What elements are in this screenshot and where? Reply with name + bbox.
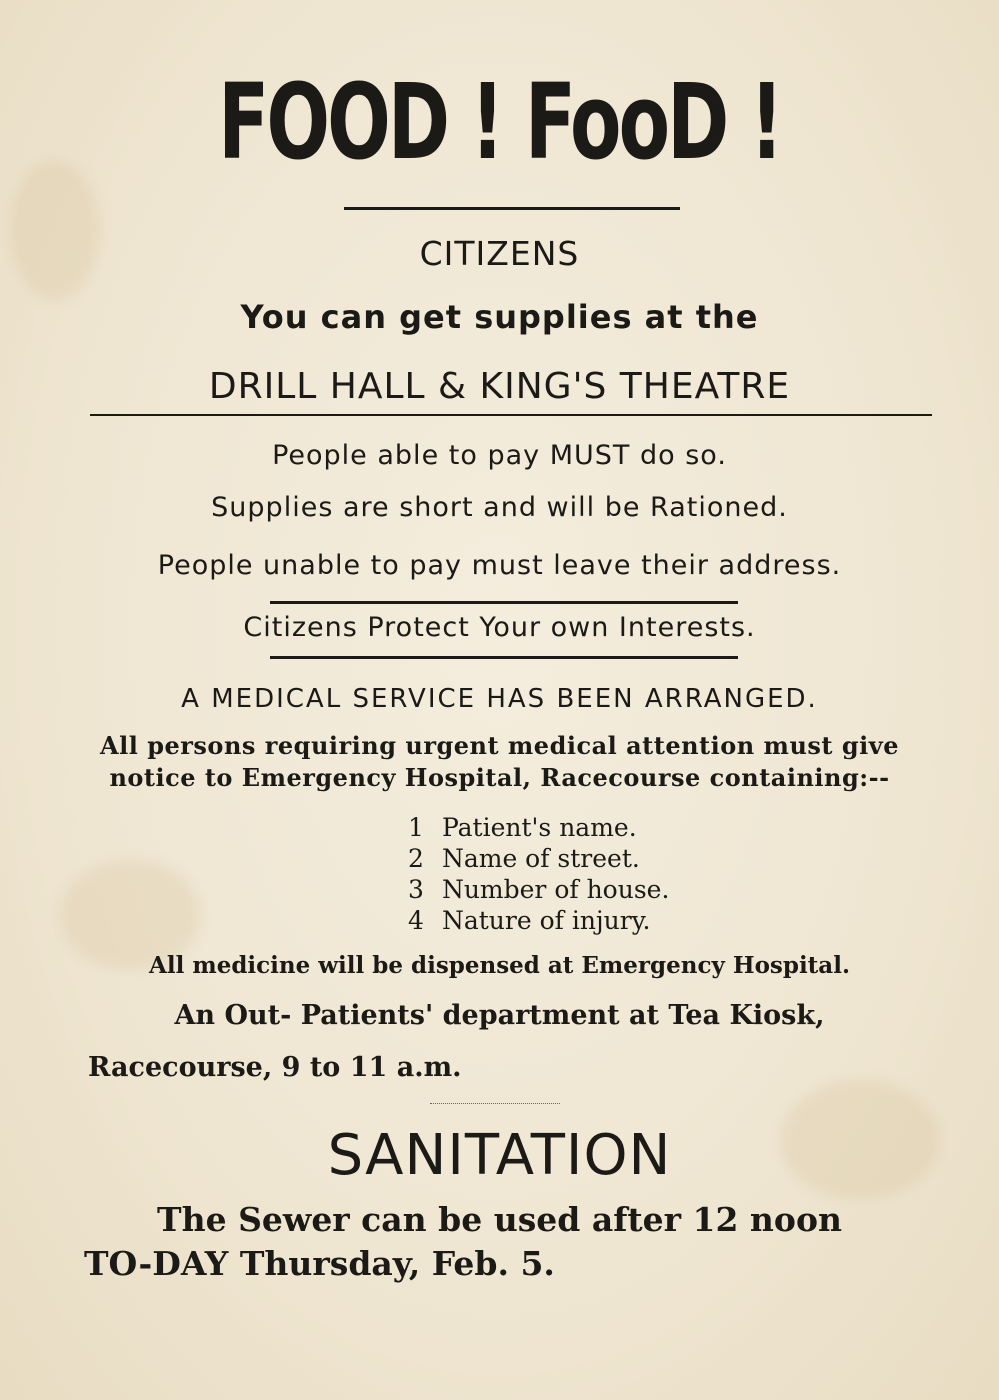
- racecourse-time-line: Racecourse, 9 to 11 a.m.: [88, 1052, 462, 1083]
- list-text: Number of house.: [441, 875, 670, 904]
- venue-line: DRILL HALL & KING'S THEATRE: [208, 366, 791, 407]
- sewer-line: The Sewer can be used after 12 noon: [157, 1200, 842, 1239]
- list-text: Nature of injury.: [441, 906, 651, 935]
- list-item: [398, 905, 669, 936]
- notice-line-pay: People able to pay MUST do so.: [272, 440, 727, 471]
- list-text: Patient's name.: [441, 813, 637, 842]
- divider: [90, 414, 932, 416]
- required-details-list: [398, 812, 669, 936]
- notice-line-address: People unable to pay must leave their address.: [157, 550, 842, 581]
- headline: FOOD ! FooD !: [218, 61, 781, 183]
- divider: [270, 656, 738, 659]
- divider: [344, 207, 680, 210]
- list-number: 2: [408, 844, 424, 873]
- medicine-line: All medicine will be dispensed at Emergency Hospital.: [149, 952, 850, 979]
- medical-notice-line-2: notice to Emergency Hospital, Racecourse containing:--: [109, 763, 890, 792]
- supplies-line: You can get supplies at the: [240, 298, 759, 336]
- list-number: 4: [408, 906, 424, 935]
- protect-line: Citizens Protect Your own Interests.: [243, 612, 756, 643]
- paper-stain: [10, 160, 100, 300]
- citizens-heading: CITIZENS: [419, 234, 580, 273]
- list-item: [398, 874, 669, 905]
- list-number: 1: [408, 813, 424, 842]
- list-text: Name of street.: [441, 844, 640, 873]
- list-item: [398, 812, 669, 843]
- outpatients-line: An Out- Patients' department at Tea Kiosk,: [174, 1000, 825, 1031]
- notice-line-rationed: Supplies are short and will be Rationed.: [211, 492, 788, 523]
- list-number: 3: [408, 875, 424, 904]
- medical-notice-line-1: All persons requiring urgent medical attention must give: [100, 731, 899, 760]
- medical-heading: A MEDICAL SERVICE HAS BEEN ARRANGED.: [181, 684, 818, 714]
- today-date-line: TO-DAY Thursday, Feb. 5.: [84, 1244, 555, 1283]
- divider: [270, 601, 738, 604]
- sanitation-heading: SANITATION: [327, 1123, 672, 1188]
- list-item: [398, 843, 669, 874]
- dotted-divider: [430, 1103, 560, 1104]
- medical-notice: [0, 730, 999, 794]
